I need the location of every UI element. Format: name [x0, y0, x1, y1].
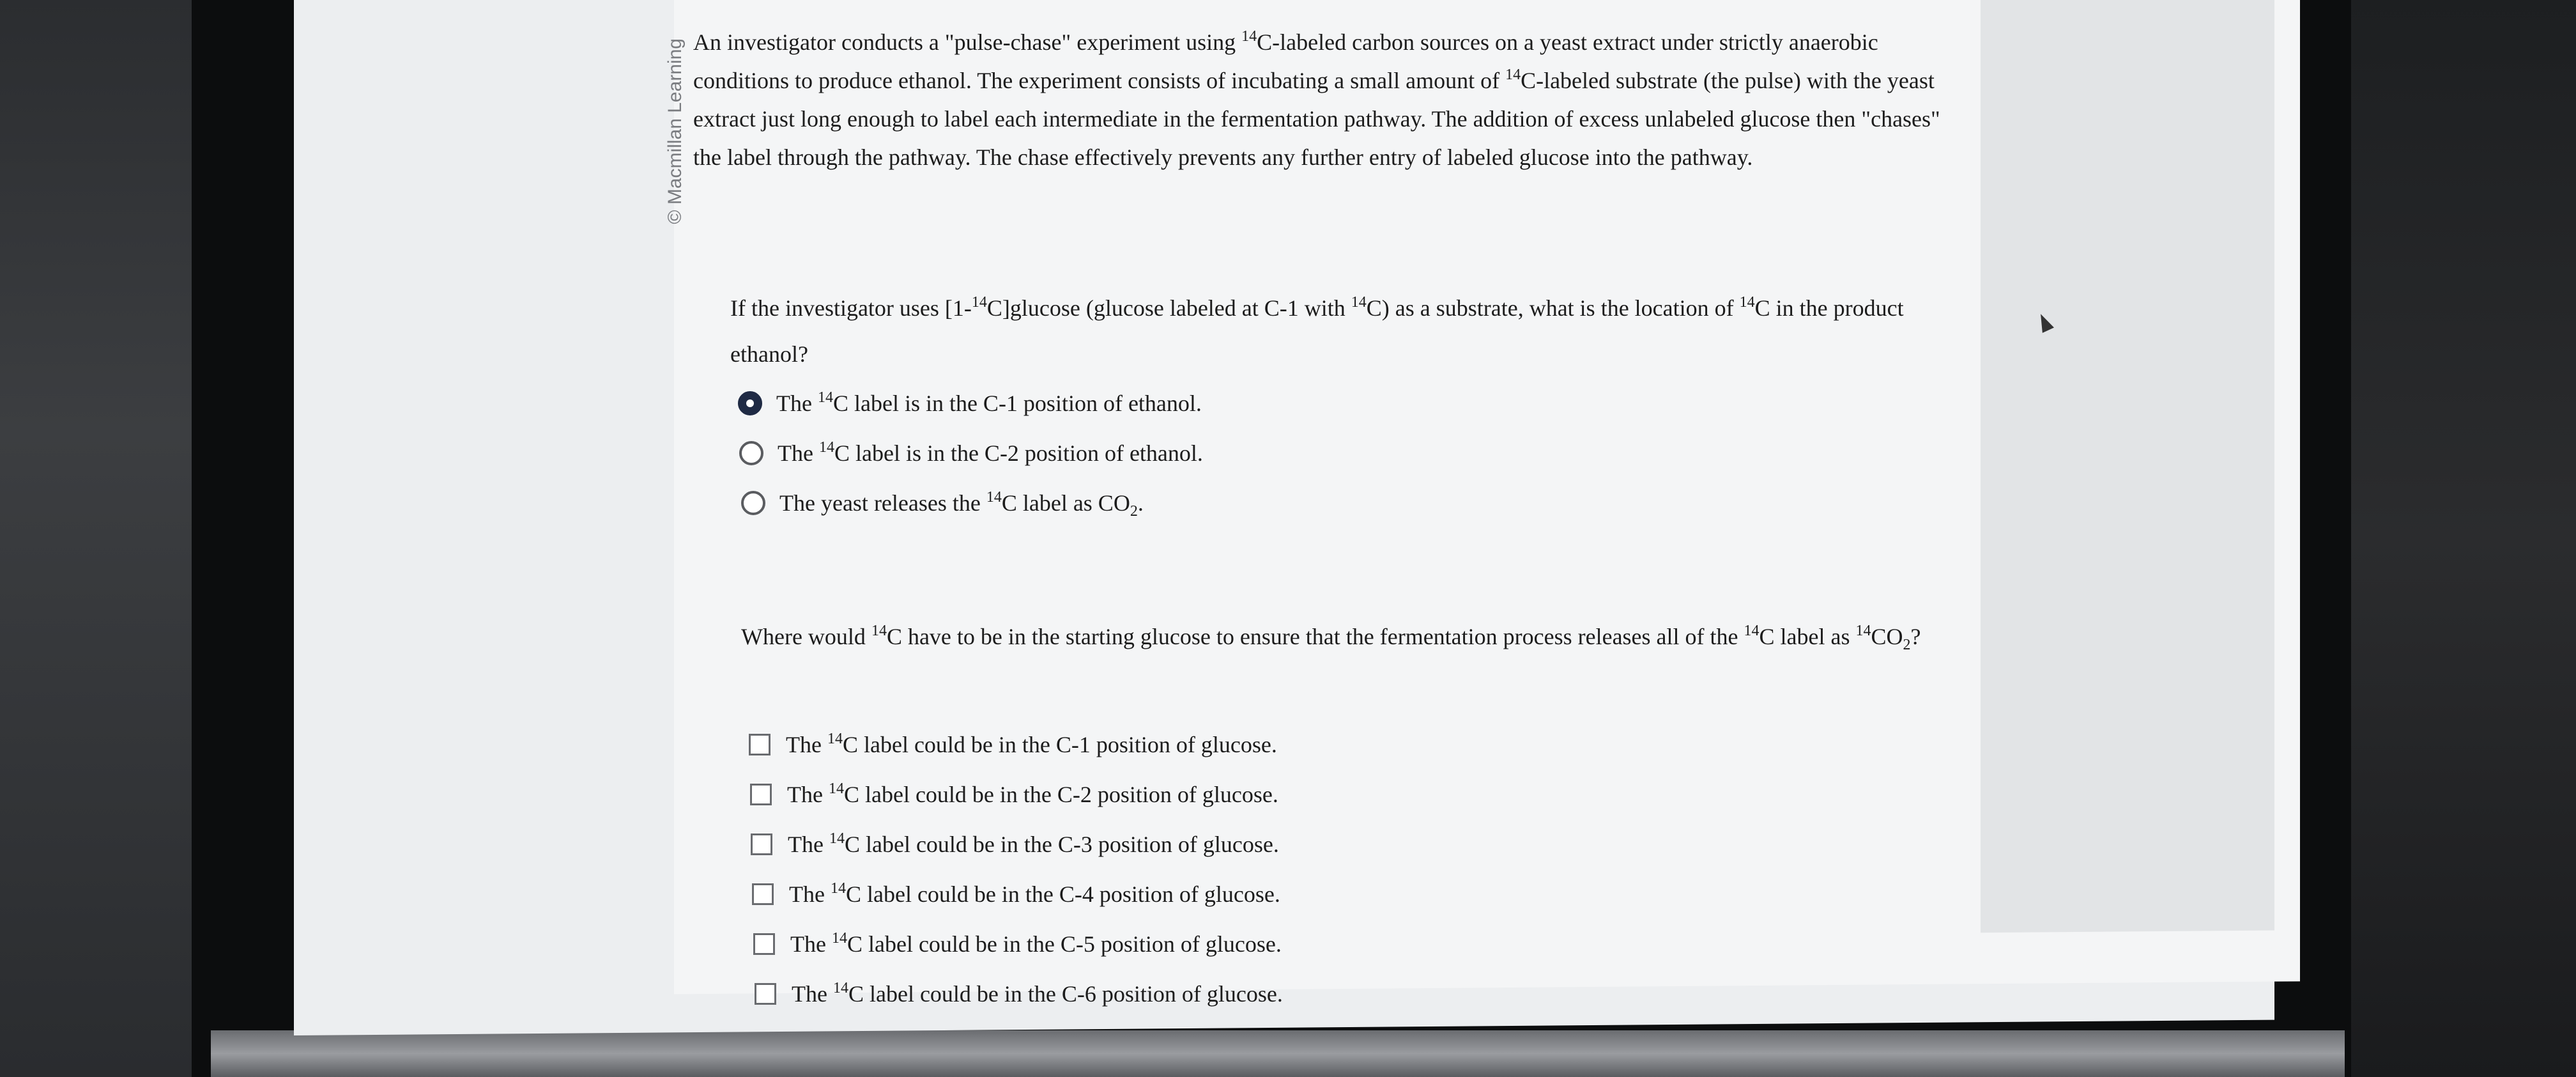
- option-label: The $^{14}$C label could be in the C-3 position of glucose.: [788, 830, 1279, 857]
- option-label: The $^{14}$C label could be in the C-1 position of glucose.: [786, 731, 1277, 757]
- radio-unselected[interactable]: [739, 441, 763, 465]
- option-label: The $^{14}$C label is in the C-2 position of ethanol.: [778, 439, 1203, 466]
- radio-selected[interactable]: [738, 391, 762, 415]
- option-label: The yeast releases the $^{14}$C label as $CO_2$.: [779, 489, 1144, 520]
- copyright-watermark: © Macmillan Learning: [664, 38, 686, 224]
- option-label: The $^{14}$C label could be in the C-6 position of glucose.: [792, 980, 1283, 1007]
- question-1-option-2[interactable]: [739, 440, 1203, 467]
- question-2-option-5[interactable]: [753, 931, 1282, 957]
- question-2-option-4[interactable]: [752, 881, 1280, 908]
- laptop-hinge: [211, 1030, 2345, 1077]
- desk-background-left: [0, 0, 217, 1077]
- checkbox[interactable]: [749, 734, 770, 755]
- question-1-option-1[interactable]: [738, 390, 1202, 417]
- checkbox[interactable]: [750, 784, 772, 805]
- question-2-option-3[interactable]: [751, 831, 1279, 858]
- option-label: The $^{14}$C label is in the C-1 position of ethanol.: [776, 389, 1202, 416]
- question-2-option-2[interactable]: [750, 781, 1278, 808]
- option-label: The $^{14}$C label could be in the C-2 position of glucose.: [787, 780, 1278, 807]
- option-label: The $^{14}$C label could be in the C-5 position of glucose.: [790, 930, 1282, 957]
- checkbox[interactable]: [753, 933, 775, 955]
- problem-intro: An investigator conducts a "pulse-chase" experiment using $^{14}$C-labeled carbon sources on a yeast extract under strictly anaerobic conditions to produce ethanol. The experiment consists of incubating a small amount of $^{14}$C-labeled substrate (the pulse) with the yeast extract just long enough to label each intermediate in the fermentation pathway. The addition of excess unlabeled glucose then "chases" the label through the pathway. The chase effectively prevents any further entry of labeled glucose into the pathway.: [693, 28, 1940, 170]
- question-1-text: If the investigator uses [1-$^{14}$C]glucose (glucose labeled at C-1 with $^{14}$C) as a substrate, what is the location of $^{14}$C in the product ethanol?: [730, 294, 1904, 367]
- question-2-option-1[interactable]: [749, 731, 1277, 758]
- radio-unselected[interactable]: [741, 491, 765, 515]
- question-2-text: Where would $^{14}$C have to be in the starting glucose to ensure that the fermentation process releases all of the $^{14}$C label as $^{14}CO_2$?: [741, 623, 1921, 653]
- option-label: The $^{14}$C label could be in the C-4 position of glucose.: [789, 880, 1280, 907]
- side-panel: [1981, 0, 2274, 933]
- checkbox[interactable]: [752, 883, 774, 905]
- question-2-option-6[interactable]: [755, 980, 1283, 1007]
- checkbox[interactable]: [751, 833, 772, 855]
- checkbox[interactable]: [755, 983, 776, 1005]
- question-1-option-3[interactable]: [741, 489, 1144, 520]
